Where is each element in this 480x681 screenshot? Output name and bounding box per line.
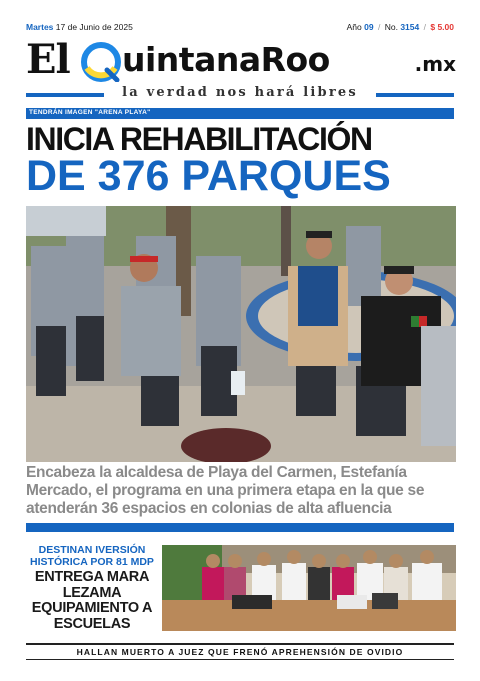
school-equipment-photo [162, 545, 456, 631]
tagline: la verdad nos hará libres [122, 85, 358, 100]
masthead-el: El [26, 36, 70, 83]
bottom-rule-bottom [26, 659, 454, 660]
section-divider [26, 523, 454, 532]
main-headline-line1[interactable]: INICIA REHABILITACIÓN [26, 121, 372, 157]
date-text: 17 de Junio de 2025 [55, 22, 133, 32]
second-headline[interactable]: ENTREGA MARA LEZAMA EQUIPAMIENTO A ESCUELAS [31, 569, 153, 632]
second-story-photo[interactable] [162, 545, 456, 631]
year-value: 09 [364, 22, 374, 32]
issue-label: No. [384, 22, 398, 32]
masthead-logo[interactable] [26, 36, 456, 84]
date-issue-line [26, 22, 454, 36]
masthead-name: uintanaRoo [122, 40, 330, 79]
issue-info: Año 09 / No. 3154 / $ 5.00 [346, 22, 454, 32]
main-headline-line2[interactable]: DE 376 PARQUES [26, 152, 391, 200]
main-story-photo[interactable] [26, 206, 456, 462]
publication-date [26, 22, 133, 32]
kicker-bar [26, 108, 454, 119]
issue-value: 3154 [400, 22, 420, 32]
main-subhead[interactable]: Encabeza la alcaldesa de Playa del Carmen, Estefanía Mercado, el programa en una primera etapa en la que se atenderán 36 espacios en colonias de alta afluencia [26, 464, 425, 517]
tagline-row [26, 85, 454, 105]
price: $ 5.00 [430, 22, 454, 32]
bottom-headline[interactable]: HALLAN MUERTO A JUEZ QUE FRENÓ APREHENSIÓN DE OVIDIO [76, 647, 404, 657]
masthead-domain: .mx [414, 52, 456, 76]
year-label: Año [346, 22, 362, 32]
main-kicker: TENDRÁN IMAGEN "ARENA PLAYA" [29, 109, 151, 116]
park-group-photo [26, 206, 456, 462]
day-name: Martes [26, 22, 54, 32]
tagline-bar-left [26, 93, 104, 97]
logo-q-icon [81, 42, 121, 82]
bottom-rule-top [26, 643, 454, 645]
second-kicker: DESTINAN IVERSIÓN HISTÓRICA POR 81 MDP [30, 544, 154, 568]
tagline-bar-right [376, 93, 454, 97]
